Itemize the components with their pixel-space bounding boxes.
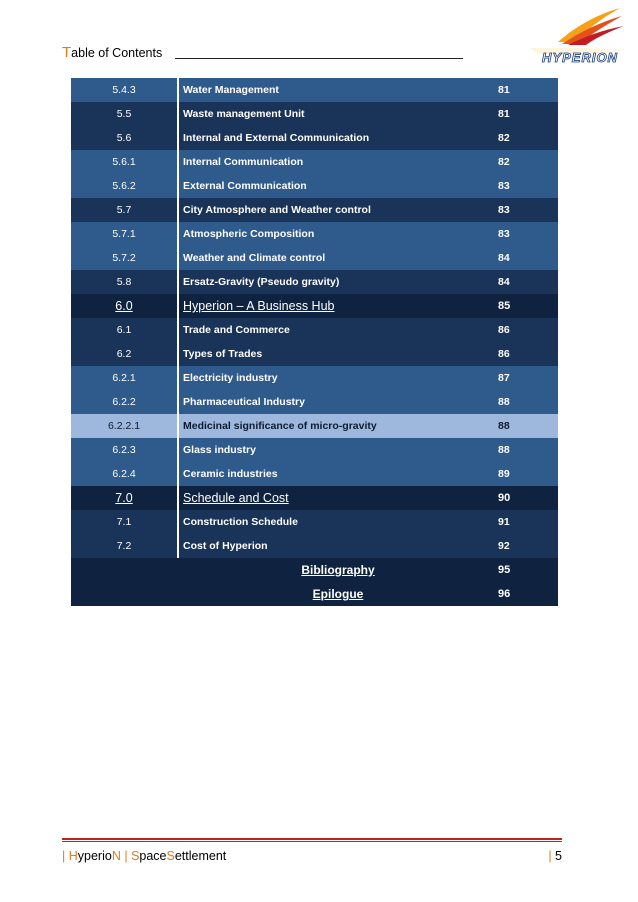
toc-page-number: 88 [498,396,510,408]
toc-section-number: 5.7 [71,198,178,222]
toc-section-number: 5.7.2 [71,246,178,270]
toc-section-number: 6.2 [71,342,178,366]
toc-section-title: Internal Communication [183,156,304,168]
toc-section-title: Ersatz-Gravity (Pseudo gravity) [183,276,340,288]
toc-section-title: Internal and External Communication [183,132,370,144]
toc-page-number: 89 [498,468,510,480]
toc-row[interactable] [71,438,558,462]
header-title-rest: able of Contents [71,46,163,60]
toc-page-number: 85 [498,300,511,312]
toc-row[interactable] [71,222,558,246]
toc-row[interactable] [71,78,558,102]
toc-section-title: Types of Trades [183,348,263,360]
toc-row[interactable] [71,510,558,534]
toc-row[interactable] [71,462,558,486]
toc-section-number: 5.5 [71,102,178,126]
toc-section-title: Ceramic industries [183,468,278,480]
toc-page-number: 91 [498,516,510,528]
toc-page-number: 88 [498,444,510,456]
toc-section-title: Glass industry [183,444,256,456]
toc-page-number: 82 [498,132,510,144]
toc-section-number: 7.1 [71,510,178,534]
toc-section-title: Atmospheric Composition [183,228,315,240]
footer-brand [62,849,226,863]
logo-text: HYPERION [542,50,618,65]
toc-page-number: 92 [498,540,510,552]
footer-separator: | [62,849,66,863]
toc-row[interactable] [71,174,558,198]
header-title [62,44,162,61]
toc-row[interactable] [71,558,558,582]
toc-row[interactable] [71,486,558,510]
toc-section-title: Construction Schedule [183,516,298,528]
toc-row[interactable] [71,294,558,318]
footer-space-settlement: SpaceSettlement [131,849,227,863]
toc-section-title: Hyperion – A Business Hub [183,299,335,313]
toc-page-number: 82 [498,156,510,168]
table-of-contents [71,78,559,606]
toc-section-title: Bibliography [301,563,375,577]
toc-section-title: Water Management [183,84,279,96]
toc-page-number: 83 [498,180,510,192]
toc-page-number: 81 [498,84,510,96]
toc-section-number: 6.1 [71,318,178,342]
toc-section-title: Trade and Commerce [183,324,290,336]
footer-page-number: | 5 [548,849,562,863]
page-header [62,40,618,70]
toc-section-title: Waste management Unit [183,108,305,120]
toc-row[interactable] [71,414,558,438]
toc-page-number: 86 [498,348,510,360]
toc-row[interactable] [71,126,558,150]
toc-section-title: Schedule and Cost [183,491,289,505]
toc-section-number: 7.2 [71,534,178,558]
toc-section-number: 6.2.4 [71,462,178,486]
toc-section-title: Pharmaceutical Industry [183,396,305,408]
toc-page-number: 84 [498,276,510,288]
toc-section-title: Medicinal significance of micro-gravity [183,420,377,432]
toc-row[interactable] [71,246,558,270]
toc-row[interactable] [71,342,558,366]
toc-section-number [71,582,178,606]
toc-section-number: 5.7.1 [71,222,178,246]
toc-section-number: 7.0 [71,486,178,510]
header-rule [175,58,463,59]
toc-page-number: 83 [498,228,510,240]
toc-page-number: 81 [498,108,510,120]
toc-section-title: Weather and Climate control [183,252,326,264]
footer-separator: | [124,849,128,863]
toc-section-title: Electricity industry [183,372,278,384]
toc-section-number: 5.6 [71,126,178,150]
toc-row[interactable] [71,366,558,390]
toc-row[interactable] [71,534,558,558]
toc-page-number: 96 [498,588,511,600]
toc-section-number: 6.0 [71,294,178,318]
toc-row[interactable] [71,270,558,294]
toc-row[interactable] [71,582,558,606]
toc-section-number: 6.2.2 [71,390,178,414]
toc-section-number: 6.2.1 [71,366,178,390]
hyperion-logo [528,4,632,66]
toc-page-number: 88 [498,420,510,432]
toc-section-title: Cost of Hyperion [183,540,268,552]
toc-section-number: 6.2.2.1 [71,414,178,438]
toc-section-number: 5.6.2 [71,174,178,198]
toc-section-number: 5.8 [71,270,178,294]
toc-section-title: City Atmosphere and Weather control [183,204,371,216]
toc-page-number: 95 [498,564,511,576]
footer-rule-thick [62,838,562,840]
toc-page-number: 83 [498,204,510,216]
toc-row[interactable] [71,198,558,222]
toc-section-title: Epilogue [312,587,364,601]
toc-section-title: External Communication [183,180,307,192]
toc-row[interactable] [71,318,558,342]
toc-section-number: 6.2.3 [71,438,178,462]
header-title-initial: T [62,44,72,61]
toc-section-number: 5.4.3 [71,78,178,102]
toc-section-number: 5.6.1 [71,150,178,174]
toc-row[interactable] [71,390,558,414]
toc-page-number: 90 [498,492,511,504]
footer-rule-thin [62,841,562,842]
toc-page-number: 84 [498,252,510,264]
toc-row[interactable] [71,102,558,126]
footer-hyperion: HyperioN [68,849,121,863]
toc-page-number: 86 [498,324,510,336]
toc-page-number: 87 [498,372,510,384]
toc-row[interactable] [71,150,558,174]
toc-section-number [71,558,178,582]
